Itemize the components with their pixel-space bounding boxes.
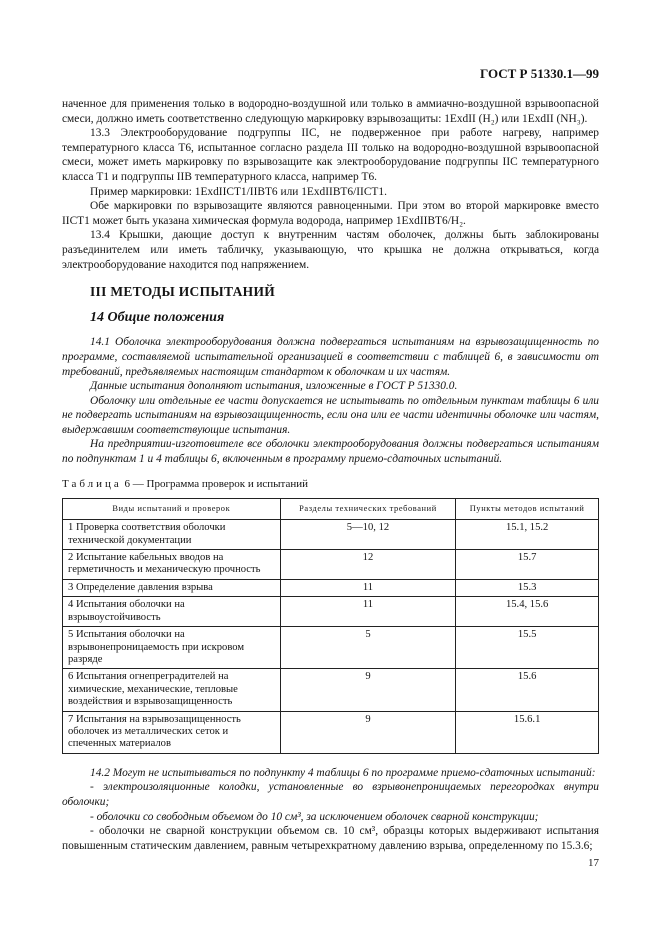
paragraph: - электроизоляционные колодки, установленные во взрывонепроницаемых перегородках внутри оболочки; (62, 781, 599, 808)
test-type-cell: 6 Испытания огнепреградителей на химические, механические, тепловые воздействия и взрывозащищенность (63, 669, 281, 711)
page-number: 17 (588, 857, 599, 869)
table-row (63, 711, 599, 753)
general-paragraphs (62, 335, 599, 466)
test-type-cell: 1 Проверка соответствия оболочки технической документации (63, 520, 281, 550)
table-caption (62, 477, 599, 492)
paragraph: 13.3 Электрооборудование подгруппы IIC, не подверженное при работе нагреву, например температурного класса Т6, испытанное согласно раздела III только на водородно-воздушной взрывоопасной смеси, может иметь маркировку по взрывозащите как электрооборудование подгруппы IIC температурного класса Т1 и подгруппы IIB температурного класса, например Т6. (62, 127, 599, 183)
test-type-cell: 7 Испытания на взрывозащищенность оболочек из металлических сеток и спеченных материалов (63, 711, 281, 753)
requirement-section-cell: 11 (280, 597, 456, 627)
table-row (63, 520, 599, 550)
paragraph: Оболочку или отдельные ее части допускается не испытывать по отдельным пунктам таблицы 6 или не подвергать испытаниям на взрывозащищенность, если она или ее части идентичны оболочке или частям, выдержавшим соответствующие испытания. (62, 394, 599, 436)
table-row (63, 597, 599, 627)
section-title: III МЕТОДЫ ИСПЫТАНИЙ (90, 284, 276, 300)
method-item-cell: 15.1, 15.2 (456, 520, 599, 550)
paragraph: наченное для применения только в водородно-воздушной или только в аммиачно-воздушной взрывоопасной смеси, должно иметь соответственно следующую маркировку взрывозащиты: 1ExdII (H₂) или 1ExdII (NH₃). (62, 98, 599, 125)
paragraph: Пример маркировки: 1ExdIICT1/IIBT6 или 1ExdIIBT6/IICT1. (90, 185, 387, 198)
test-type-cell: 5 Испытания оболочки на взрывонепроницаемость при искровом разряде (63, 627, 281, 669)
requirement-section-cell: 9 (280, 669, 456, 711)
paragraph: Данные испытания дополняют испытания, изложенные в ГОСТ Р 51330.0. (90, 380, 458, 393)
tests-table (62, 498, 599, 754)
requirement-section-cell: 11 (280, 579, 456, 596)
method-item-cell: 15.7 (456, 550, 599, 580)
table-caption-text: 6 — Программа проверок и испытаний (121, 477, 309, 490)
intro-paragraphs (62, 97, 599, 272)
paragraph: - оболочки не сварной конструкции объемом св. 10 см³, образцы которых выдерживают испытания повышенным статическим давлением, равным четырехкратному давлению взрыва, определенному по 15.3.6; (62, 825, 599, 852)
method-item-cell: 15.6.1 (456, 711, 599, 753)
col-header-test-types: Виды испытаний и проверок (63, 499, 281, 520)
table-header-row (63, 499, 599, 520)
document-header: ГОСТ Р 51330.1—99 (480, 66, 599, 81)
paragraph: 14.1 Оболочка электрооборудования должна подвергаться испытаниям на взрывозащищенность по программе, составляемой испытательной организацией в соответствии с таблицей 6, в зависимости от требований, предъявляемых настоящим стандартом к оболочкам и их частям. (62, 336, 599, 378)
requirement-section-cell: 5—10, 12 (280, 520, 456, 550)
paragraph: - оболочки со свободным объемом до 10 см³, за исключением оболочек сварной конструкции; (90, 810, 539, 823)
col-header-requirement-sections: Разделы технических требований (280, 499, 456, 520)
paragraph: 14.2 Могут не испытываться по подпункту 4 таблицы 6 по программе приемо-сдаточных испытаний: (90, 766, 596, 779)
test-type-cell: 2 Испытание кабельных вводов на герметичность и механическую прочность (63, 550, 281, 580)
subsection-title: 14 Общие положения (90, 309, 225, 325)
after-table-paragraphs (62, 766, 599, 854)
test-type-cell: 3 Определение давления взрыва (63, 579, 281, 596)
table-row (63, 550, 599, 580)
method-item-cell: 15.5 (456, 627, 599, 669)
test-type-cell: 4 Испытания оболочки на взрывоустойчивость (63, 597, 281, 627)
requirement-section-cell: 5 (280, 627, 456, 669)
requirement-section-cell: 12 (280, 550, 456, 580)
paragraph: Обе маркировки по взрывозащите являются равноценными. При этом во второй маркировке вместо IICT1 может быть указана химическая формула водорода, например 1ExdIIBT6/H₂. (62, 200, 599, 227)
table-row (63, 579, 599, 596)
page-content (62, 97, 599, 853)
method-item-cell: 15.3 (456, 579, 599, 596)
method-item-cell: 15.4, 15.6 (456, 597, 599, 627)
col-header-method-items: Пункты методов испытаний (456, 499, 599, 520)
table-caption-word: Таблица (62, 477, 122, 490)
table-row (63, 669, 599, 711)
paragraph: На предприятии-изготовителе все оболочки электрооборудования должны подвергаться испытаниям по подпунктам 1 и 4 таблицы 6, включенным в программу приемо-сдаточных испытаний. (62, 438, 599, 466)
paragraph: 13.4 Крышки, дающие доступ к внутренним частям оболочек, должны быть заблокированы разъединителем или иметь табличку, указывающую, что крышка не должна открываться, когда электрооборудование находится под напряжением. (62, 229, 599, 271)
requirement-section-cell: 9 (280, 711, 456, 753)
method-item-cell: 15.6 (456, 669, 599, 711)
table-row (63, 627, 599, 669)
